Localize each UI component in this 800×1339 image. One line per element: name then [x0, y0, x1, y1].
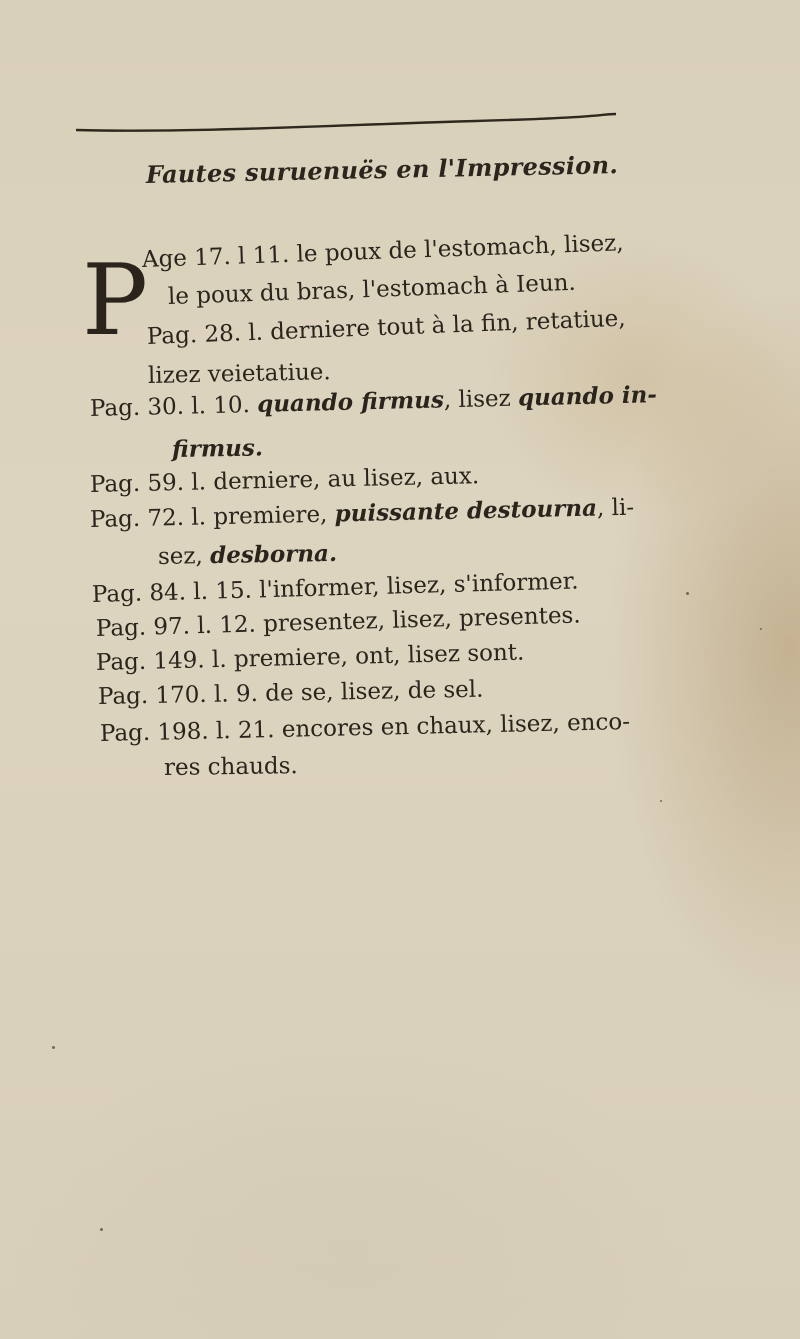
drop-cap: P [82, 244, 148, 358]
entry-5-sez: sez, [157, 543, 211, 570]
paper-speck [686, 592, 689, 595]
errata-entry-2-line-1: Pag. 28. l. derniere tout à la fin, retatiue, [146, 305, 627, 350]
errata-entry-1-line-1: Age 17. l 11. le poux de l'estomach, lisez, [141, 230, 625, 273]
paper-speck [100, 1228, 103, 1231]
errata-entry-3-line-1 [90, 383, 657, 421]
errata-entry-2-line-2: lizez veietatiue. [147, 359, 331, 389]
entry-3-ref: Pag. 30. l. 10. [89, 391, 258, 422]
errata-entry-9: Pag. 170. l. 9. de se, lisez, de sel. [97, 676, 484, 710]
entry-5-lisez: , li- [596, 494, 635, 522]
page-title: Fautes suruenuës en l'Impression. [145, 150, 619, 189]
entry-5-ref: Pag. 72. l. premiere, [89, 501, 335, 533]
errata-entry-10-line-1: Pag. 198. l. 21. encores en chaux, lisez, enco- [99, 708, 631, 747]
errata-entry-7: Pag. 97. l. 12. presentez, lisez, presentes. [95, 602, 581, 642]
errata-entry-1-line-2: le poux du bras, l'estomach à Ieun. [167, 269, 577, 310]
errata-entry-4: Pag. 59. l. derniere, au lisez, aux. [89, 463, 480, 498]
entry-5-error: puissante destourna [334, 494, 598, 528]
paper-speck [52, 1046, 55, 1049]
header-rule [76, 111, 616, 135]
errata-entry-5-line-2 [157, 539, 338, 570]
errata-entry-10-line-2: res chauds. [163, 753, 298, 781]
entry-5-correction: desborna. [209, 539, 338, 570]
errata-entry-3-line-2: firmus. [171, 434, 264, 463]
paper-speck [760, 628, 762, 630]
errata-entry-6: Pag. 84. l. 15. l'informer, lisez, s'informer. [91, 568, 579, 608]
entry-3-lisez: , lisez [443, 385, 519, 414]
errata-entry-8: Pag. 149. l. premiere, ont, lisez sont. [95, 639, 525, 676]
entry-3-error: quando firmus [256, 386, 445, 418]
paper-speck [660, 800, 662, 802]
errata-entry-5-line-1 [90, 496, 635, 532]
entry-3-correction: quando in- [517, 381, 658, 412]
